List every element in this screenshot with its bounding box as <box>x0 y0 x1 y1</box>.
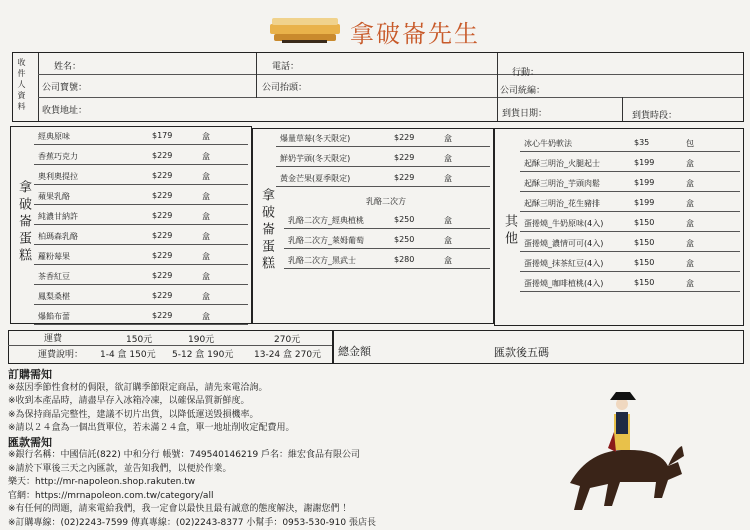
row-divider <box>520 231 740 232</box>
product-unit: 盒 <box>202 312 210 321</box>
order-note-1: ※茲因季節性食材的侷限，欲訂購季節限定商品，請先來電洽詢。 <box>8 382 268 393</box>
row-divider <box>276 166 490 167</box>
horse-rider-icon <box>550 388 690 518</box>
product-name: 純濃甘納許 <box>38 212 78 221</box>
product-unit: 盒 <box>202 232 210 241</box>
row-divider <box>520 151 740 152</box>
address-label: 收貨地址： <box>42 106 88 116</box>
product-unit: 盒 <box>686 279 694 288</box>
product-price: $35 <box>634 138 650 147</box>
row-divider <box>520 191 740 192</box>
product-name: 乳酪二次方_經典植桃 <box>288 216 364 225</box>
product-name: 鳳梨桑椹 <box>38 292 70 301</box>
product-name: 乳酪二次方_萊姆葡萄 <box>288 236 364 245</box>
product-price: $229 <box>152 271 173 280</box>
remit-notes-title: 匯款需知 <box>8 435 52 449</box>
product-name: 起酥三明治_花生豬排 <box>524 199 600 208</box>
cheese-sub-header: 乳酪二次方 <box>366 197 406 206</box>
product-name: 爆量草莓(冬天限定) <box>280 134 351 143</box>
product-unit: 盒 <box>202 192 210 201</box>
product-name: 起酥三明治_火腿起士 <box>524 159 600 168</box>
product-unit: 盒 <box>202 272 210 281</box>
arrive-date-label: 到貨日期： <box>502 109 548 119</box>
product-name: 起酥三明治_芋頭肉鬆 <box>524 179 600 188</box>
section-other: 其他 <box>502 214 517 248</box>
product-name: 柏瑪森乳酪 <box>38 232 78 241</box>
product-price: $229 <box>152 291 173 300</box>
arrive-slot-label: 到貨時段： <box>632 111 678 121</box>
row-divider <box>284 248 490 249</box>
row-divider <box>520 291 740 292</box>
shipping-fee-2: 190元 <box>188 335 215 345</box>
order-note-3: ※為保持商品完整性，建議不切片出貨，以降低運送毀損機率。 <box>8 409 259 420</box>
product-price: $229 <box>152 231 173 240</box>
row-divider <box>520 251 740 252</box>
product-name: 冰心牛奶軟法 <box>524 139 572 148</box>
product-unit: 盒 <box>686 159 694 168</box>
product-unit: 盒 <box>202 132 210 141</box>
product-name: 蛋捲燒_咖啡植桃(4入) <box>524 279 604 288</box>
rakuten-link[interactable]: 樂天：http://mr-napoleon.shop.rakuten.tw <box>8 477 196 487</box>
product-price: $229 <box>152 211 173 220</box>
tax-id-label: 公司統編： <box>500 86 546 96</box>
row-divider <box>34 324 248 325</box>
shipping-label: 運費 <box>44 334 63 344</box>
row-divider <box>34 304 248 305</box>
product-unit: 盒 <box>686 219 694 228</box>
row-divider <box>34 144 248 145</box>
shipping-range-1: 1-4 盒 150元 <box>100 350 156 360</box>
product-name: 奧利奧提拉 <box>38 172 78 181</box>
shipping-note-label: 運費說明： <box>38 350 84 360</box>
product-name: 爆餡布蕾 <box>38 312 70 321</box>
product-price: $179 <box>152 131 173 140</box>
product-price: $199 <box>634 178 655 187</box>
contact-line: ※訂購專線：(02)2243-7599 傳真專線：(02)2243-8377 小幫手：0953-530-910 張店長 <box>8 517 376 528</box>
product-unit: 盒 <box>686 199 694 208</box>
recipient-side-label: 收件人資料 <box>17 58 26 113</box>
product-name: 經典原味 <box>38 132 70 141</box>
product-unit: 盒 <box>444 236 452 245</box>
mobile-label: 行動： <box>512 68 540 78</box>
row-divider <box>276 186 490 187</box>
product-name: 乳酪二次方_黑武士 <box>288 256 356 265</box>
row-divider <box>34 284 248 285</box>
product-price: $229 <box>152 251 173 260</box>
company-header-label: 公司抬頭： <box>262 83 308 93</box>
row-divider <box>34 204 248 205</box>
product-unit: 盒 <box>686 179 694 188</box>
row-divider <box>520 211 740 212</box>
shipping-range-2: 5-12 盒 190元 <box>172 350 234 360</box>
product-unit: 盒 <box>202 252 210 261</box>
row-divider <box>284 228 490 229</box>
product-price: $280 <box>394 255 415 264</box>
remit-note-2: ※請於下單後三天之內匯款，並告知我們，以便於作業。 <box>8 463 232 474</box>
row-divider <box>34 184 248 185</box>
phone-label: 電話： <box>272 62 300 72</box>
product-name: 蛋捲燒_牛奶原味(4入) <box>524 219 604 228</box>
remit-last5-label: 匯款後五碼 <box>494 346 549 359</box>
row-divider <box>34 224 248 225</box>
product-name: 鮮奶芋頭(冬天限定) <box>280 154 351 163</box>
order-note-2: ※收到本產品時，請盡早存入冰箱冷凍，以確保品質新鮮度。 <box>8 396 250 406</box>
website-link[interactable]: 官網：https://mrnapoleon.com.tw/category/all <box>8 490 214 501</box>
row-divider <box>34 244 248 245</box>
shipping-range-3: 13-24 盒 270元 <box>254 350 322 360</box>
product-price: $199 <box>634 198 655 207</box>
section-napoleon-2: 拿破崙蛋糕 <box>259 188 274 273</box>
total-label: 總金額 <box>338 345 371 358</box>
product-price: $250 <box>394 215 415 224</box>
remit-note-5: ※有任何的問題，請來電給我們，我一定會以最快且最有誠意的態度解決，謝謝您們 ！ <box>8 504 352 514</box>
order-note-4: ※請以２４盒為一個出貨單位，若未滿２４盒，單一地址削收定配費用。 <box>8 423 295 433</box>
product-price: $229 <box>394 173 415 182</box>
napoleon-horse-illustration <box>550 388 690 522</box>
product-price: $229 <box>152 311 173 320</box>
product-price: $229 <box>152 171 173 180</box>
product-unit: 盒 <box>202 172 210 181</box>
product-price: $229 <box>152 151 173 160</box>
product-unit: 盒 <box>686 259 694 268</box>
row-divider <box>34 164 248 165</box>
product-unit: 盒 <box>202 152 210 161</box>
product-price: $199 <box>634 158 655 167</box>
row-divider <box>520 271 740 272</box>
product-price: $229 <box>394 133 415 142</box>
product-price: $229 <box>152 191 173 200</box>
product-name: 香蕉巧克力 <box>38 152 78 161</box>
product-price: $229 <box>394 153 415 162</box>
order-notes-title: 訂購需知 <box>8 368 52 381</box>
remit-note-1: ※銀行名稱：中國信託(822) 中和分行 帳號：749540146219 戶名：維宏食品有限公司 <box>8 450 361 460</box>
product-price: $150 <box>634 218 655 227</box>
product-unit: 盒 <box>444 134 452 143</box>
product-price: $150 <box>634 238 655 247</box>
shipping-fee-3: 270元 <box>274 335 301 345</box>
product-unit: 包 <box>686 139 694 148</box>
product-unit: 盒 <box>444 154 452 163</box>
product-price: $150 <box>634 278 655 287</box>
notes <box>8 368 478 530</box>
row-divider <box>520 171 740 172</box>
shipping-fee-1: 150元 <box>126 335 153 345</box>
product-unit: 盒 <box>202 212 210 221</box>
company-label: 公司寶號： <box>42 83 88 93</box>
product-unit: 盒 <box>202 292 210 301</box>
product-name: 蛋捲燒_抹茶紅豆(4入) <box>524 259 604 268</box>
product-price: $150 <box>634 258 655 267</box>
product-name: 茶香紅豆 <box>38 272 70 281</box>
row-divider <box>284 268 490 269</box>
brand-name: 拿破崙先生 <box>350 20 480 48</box>
row-divider <box>34 264 248 265</box>
product-unit: 盒 <box>444 216 452 225</box>
product-price: $250 <box>394 235 415 244</box>
product-unit: 盒 <box>686 239 694 248</box>
product-name: 黃金芒果(夏季限定) <box>280 174 351 183</box>
product-name: 蘋果乳酪 <box>38 192 70 201</box>
product-unit: 盒 <box>444 174 452 183</box>
product-name: 蛋捲燒_濃情可可(4入) <box>524 239 604 248</box>
row-divider <box>276 146 490 147</box>
product-unit: 盒 <box>444 256 452 265</box>
product-name: 蘿粉莓果 <box>38 252 70 261</box>
section-napoleon-1: 拿破崙蛋糕 <box>16 180 31 265</box>
name-label: 姓名： <box>54 62 82 72</box>
